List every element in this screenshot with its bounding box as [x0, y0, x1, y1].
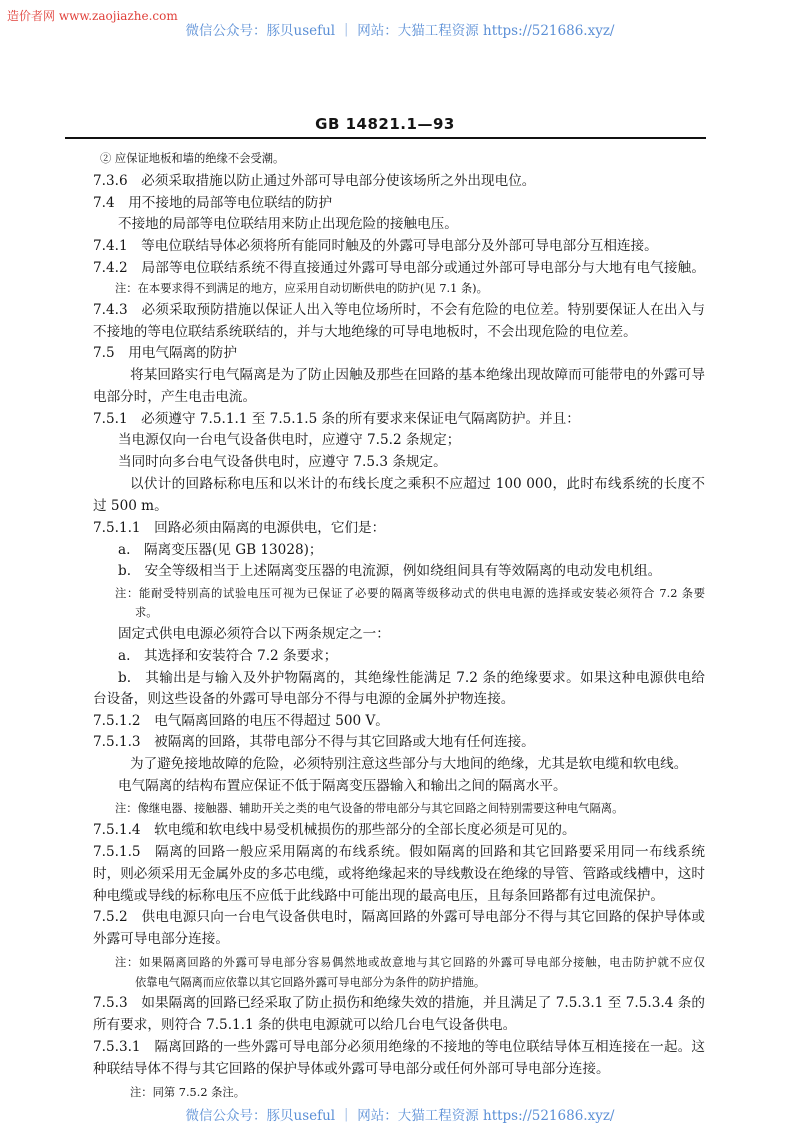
clause-7-5-3: 7.5.3 如果隔离的回路已经采取了防止损伤和绝缘失效的措施，并且满足了 7.5.3.1 至 7.5.3.4 条的: [93, 995, 705, 1011]
page-header-standard-number: GB 14821.1—93: [315, 115, 455, 133]
paragraph-line: 种联结导体不得与其它回路的保护导体或外露可导电部分或任何外部可导电部分连接。: [93, 1061, 610, 1077]
note: 注：同第 7.5.2 条注。: [130, 1086, 246, 1099]
paragraph-line: 固定式供电电源必须符合以下两条规定之一：: [118, 626, 390, 642]
paragraph-line: 当电源仅向一台电气设备供电时，应遵守 7.5.2 条规定；: [118, 432, 461, 448]
paragraph-line: 不接地的局部等电位联结用来防止出现危险的接触电压。: [118, 216, 458, 232]
clause-7-5-1-1: 7.5.1.1 回路必须由隔离的电源供电，它们是：: [93, 520, 386, 536]
clause-7-5-1-2: 7.5.1.2 电气隔离回路的电压不得超过 500 V。: [93, 713, 389, 729]
paragraph-line: 外露可导电部分连接。: [93, 931, 229, 947]
note: 注：在本要求得不到满足的地方，应采用自动切断供电的防护(见 7.1 条)。: [115, 282, 488, 295]
watermark-footer: 微信公众号：豚贝useful ｜ 网站：大猫工程资源 https://521686.xyz/: [185, 1108, 615, 1124]
list-item: b. 安全等级相当于上述隔离变压器的电流源，例如绕组间具有等效隔离的电动发电机组。: [118, 563, 662, 579]
list-item: a. 其选择和安装符合 7.2 条要求；: [118, 648, 338, 664]
header-rule: [65, 137, 706, 139]
paragraph-line: 台设备，则这些设备的外露可导电部分不得与电源的金属外护物连接。: [93, 691, 515, 707]
clause-7-5-2: 7.5.2 供电电源只向一台电气设备供电时，隔离回路的外露可导电部分不得与其它回路的保护导体或: [93, 909, 705, 925]
clause-7-5-1: 7.5.1 必须遵守 7.5.1.1 至 7.5.1.5 条的所有要求来保证电气隔离防护。并且：: [93, 411, 580, 427]
list-item: b. 其输出是与输入及外护物隔离的，其绝缘性能满足 7.2 条的绝缘要求。如果这种电源供电给: [118, 670, 705, 686]
note: 注：如果隔离回路的外露可导电部分容易偶然地或故意地与其它回路的外露可导电部分接触，电击防护就不应仅: [115, 956, 705, 969]
clause-7-3-6: 7.3.6 必须采取措施以防止通过外部可导电部分使该场所之外出现电位。: [93, 173, 536, 189]
paragraph-line: 电气隔离的结构布置应保证不低于隔离变压器输入和输出之间的隔离水平。: [118, 778, 567, 794]
note: 注：像继电器、接触器、辅助开关之类的电气设备的带电部分与其它回路之间特别需要这种电气隔离。: [115, 802, 624, 815]
paragraph-line: 不接地的等电位联结系统联结的，并与大地绝缘的可导电地板时，不会出现危险的电位差。: [93, 324, 637, 340]
clause-7-4-2: 7.4.2 局部等电位联结系统不得直接通过外露可导电部分或通过外部可导电部分与大地有电气接触。: [93, 260, 705, 276]
paragraph-line: 以伏计的回路标称电压和以米计的布线长度之乘积不应超过 100 000，此时布线系统的长度不: [130, 476, 705, 492]
section-heading-7-4: 7.4 用不接地的局部等电位联结的防护: [93, 195, 333, 211]
watermark-site: 造价者网 www.zaojiazhe.com: [7, 9, 178, 23]
paragraph-line: 当同时向多台电气设备供电时，应遵守 7.5.3 条规定。: [118, 454, 447, 470]
paragraph-line: 将某回路实行电气隔离是为了防止因触及那些在回路的基本绝缘出现故障而可能带电的外露可导: [130, 367, 705, 383]
paragraph-line: 时，则必须采用无金属外皮的多芯电缆，或将绝缘起来的导线敷设在绝缘的导管、管路或线槽中，这时: [93, 866, 705, 882]
list-item: a. 隔离变压器(见 GB 13028)；: [118, 542, 323, 558]
paragraph-line: 所有要求，则符合 7.5.1.1 条的供电电源就可以给几台电气设备供电。: [93, 1017, 517, 1033]
paragraph-line: 电部分时，产生电击电流。: [93, 389, 257, 405]
note: 注：能耐受特别高的试验电压可视为已保证了必要的隔离等级移动式的供电电源的选择或安装必须符合 7.2 条要: [115, 587, 705, 600]
clause-7-4-3: 7.4.3 必须采取预防措施以保证人出入等电位场所时，不会有危险的电位差。特别要保证人在出入与: [93, 302, 705, 318]
paragraph-line: 过 500 m。: [93, 498, 168, 514]
clause-7-5-1-3: 7.5.1.3 被隔离的回路，其带电部分不得与其它回路或大地有任何连接。: [93, 734, 535, 750]
section-heading-7-5: 7.5 用电气隔离的防护: [93, 345, 237, 361]
paragraph-line: 种电缆或导线的标称电压不应低于此线路中可能出现的最高电压，且每条回路都有过电流保护。: [93, 888, 664, 904]
note-continuation: 求。: [135, 606, 158, 619]
clause-7-5-1-5: 7.5.1.5 隔离的回路一般应采用隔离的布线系统。假如隔离的回路和其它回路要采用同一布线系统: [93, 844, 705, 860]
watermark-banner: 微信公众号：豚贝useful ｜ 网站：大猫工程资源 https://521686.xyz/: [185, 23, 615, 39]
note-continuation: 依靠电气隔离而应依靠以其它回路外露可导电部分为条件的防护措施。: [135, 976, 486, 989]
list-item: ② 应保证地板和墙的绝缘不会受潮。: [100, 152, 285, 165]
clause-7-5-3-1: 7.5.3.1 隔离回路的一些外露可导电部分必须用绝缘的不接地的等电位联结导体互相连接在一起。这: [93, 1039, 705, 1055]
clause-7-4-1: 7.4.1 等电位联结导体必须将所有能同时触及的外露可导电部分及外部可导电部分互相连接。: [93, 238, 658, 254]
clause-7-5-1-4: 7.5.1.4 软电缆和软电线中易受机械损伤的那些部分的全部长度必须是可见的。: [93, 822, 576, 838]
paragraph-line: 为了避免接地故障的危险，必须特别注意这些部分与大地间的绝缘，尤其是软电缆和软电线。: [130, 756, 688, 772]
